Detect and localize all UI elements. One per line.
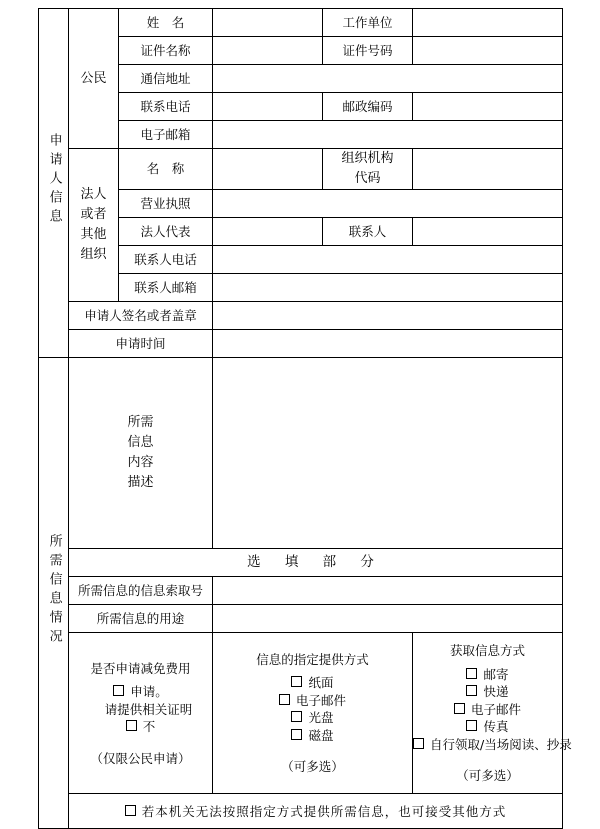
obtain-method-option-express[interactable] [413, 683, 562, 701]
field-value-apply-time[interactable] [213, 330, 563, 358]
provide-method-option-disk-label: 磁盘 [308, 727, 334, 743]
field-label-org-code [323, 149, 413, 190]
field-value-postcode[interactable] [413, 93, 563, 121]
field-label-legal-rep: 法人代表 [119, 218, 213, 246]
field-label-contact-email: 联系人邮箱 [119, 274, 213, 302]
form-sheet [38, 8, 572, 819]
side-label-requested-info [39, 358, 69, 829]
side-label-requested-info-text: 所需信息情况 [46, 534, 62, 649]
field-label-contact: 联系人 [323, 218, 413, 246]
obtain-method-note: （可多选） [456, 768, 519, 784]
field-value-contact-phone[interactable] [213, 246, 563, 274]
checkbox-icon[interactable] [291, 676, 302, 687]
table-row [39, 149, 563, 190]
provide-method-option-email[interactable] [213, 692, 412, 710]
field-label-email: 电子邮箱 [119, 121, 213, 149]
field-label-description-text: 所需 信息 内容 描述 [127, 415, 154, 491]
field-value-legal-rep[interactable] [213, 218, 323, 246]
obtain-method-group [413, 633, 572, 794]
table-row [39, 794, 563, 829]
field-value-phone[interactable] [213, 93, 323, 121]
checkbox-icon[interactable] [466, 685, 477, 696]
field-label-address: 通信地址 [119, 65, 213, 93]
field-value-entity-name[interactable] [213, 149, 323, 190]
group-label-legal-entity [69, 149, 119, 302]
field-value-email[interactable] [213, 121, 563, 149]
fee-reduction-option-apply-note [69, 701, 212, 719]
group-label-legal-entity-text: 法人 或者 其他 组织 [80, 186, 107, 263]
obtain-method-option-pickup[interactable] [413, 736, 572, 754]
field-label-postcode: 邮政编码 [323, 93, 413, 121]
table-row [39, 633, 563, 794]
obtain-method-option-email[interactable] [413, 701, 562, 719]
optional-section-title-text: 选 填 部 分 [247, 554, 384, 571]
obtain-method-option-fax-label: 传真 [483, 719, 509, 735]
fee-reduction-option-no[interactable] [69, 718, 212, 736]
field-label-contact-phone: 联系人电话 [119, 246, 213, 274]
checkbox-icon[interactable] [113, 685, 124, 696]
table-row [39, 549, 563, 577]
table-row [39, 302, 563, 330]
field-value-workplace[interactable] [413, 9, 563, 37]
field-value-id-type[interactable] [213, 37, 323, 65]
field-value-license[interactable] [213, 190, 563, 218]
field-value-name[interactable] [213, 9, 323, 37]
field-value-contact-email[interactable] [213, 274, 563, 302]
table-row [39, 358, 563, 549]
checkbox-icon[interactable] [413, 738, 424, 749]
field-label-entity-name: 名 称 [119, 149, 213, 190]
footer-note-row[interactable] [69, 794, 563, 829]
obtain-method-header: 获取信息方式 [449, 643, 525, 659]
field-value-org-code[interactable] [413, 149, 563, 190]
provide-method-option-disk[interactable] [213, 727, 412, 745]
provide-method-option-paper-label: 纸面 [308, 675, 334, 691]
checkbox-icon[interactable] [291, 729, 302, 740]
side-label-applicant-info-text: 申请人信息 [46, 133, 62, 229]
field-label-apply-time: 申请时间 [69, 330, 213, 358]
field-label-name: 姓 名 [119, 9, 213, 37]
field-value-index-number[interactable] [213, 577, 563, 605]
provide-method-option-cd-label: 光盘 [308, 710, 334, 726]
checkbox-icon[interactable] [454, 703, 465, 714]
obtain-method-option-fax[interactable] [413, 718, 562, 736]
footer-note-label: 若本机关无法按照指定方式提供所需信息，也可接受其他方式 [141, 803, 507, 819]
field-value-address[interactable] [213, 65, 563, 93]
field-label-description [69, 358, 213, 549]
checkbox-icon[interactable] [466, 720, 477, 731]
provide-method-group [213, 633, 413, 794]
field-value-description[interactable] [213, 358, 563, 549]
fee-reduction-header: 是否申请减免费用 [90, 660, 191, 676]
obtain-method-option-post[interactable] [413, 666, 562, 684]
fee-reduction-option-apply[interactable] [69, 683, 212, 701]
provide-method-header: 信息的指定提供方式 [256, 651, 369, 667]
checkbox-icon[interactable] [279, 694, 290, 705]
obtain-method-option-express-label: 快递 [483, 684, 509, 700]
checkbox-icon[interactable] [466, 668, 477, 679]
table-row [39, 605, 563, 633]
group-label-citizen: 公民 [69, 9, 119, 149]
provide-method-option-cd[interactable] [213, 709, 412, 727]
fee-reduction-group [69, 633, 213, 794]
field-label-license: 营业执照 [119, 190, 213, 218]
obtain-method-option-post-label: 邮寄 [483, 666, 509, 682]
field-label-index-number: 所需信息的信息索取号 [69, 577, 213, 605]
obtain-method-option-pickup-label: 自行领取/当场阅读、抄录 [430, 736, 572, 752]
field-label-id-type: 证件名称 [119, 37, 213, 65]
field-value-contact[interactable] [413, 218, 563, 246]
obtain-method-option-email-label: 电子邮件 [470, 701, 521, 717]
fee-reduction-option-no-label: 不 [142, 719, 156, 735]
provide-method-note: （可多选） [281, 759, 344, 775]
field-label-org-code-text: 组织机构 代码 [341, 151, 394, 187]
checkbox-icon[interactable] [291, 711, 302, 722]
optional-section-title [69, 549, 563, 577]
fee-reduction-option-apply-note-label: 请提供相关证明 [104, 701, 193, 717]
field-label-workplace: 工作单位 [323, 9, 413, 37]
fee-reduction-option-apply-label: 申请。 [130, 684, 168, 700]
field-label-purpose: 所需信息的用途 [69, 605, 213, 633]
table-row [39, 577, 563, 605]
table-row [39, 330, 563, 358]
field-label-signature: 申请人签名或者盖章 [69, 302, 213, 330]
field-label-id-number: 证件号码 [323, 37, 413, 65]
field-label-phone: 联系电话 [119, 93, 213, 121]
provide-method-option-paper[interactable] [213, 674, 412, 692]
table-row [39, 9, 563, 37]
checkbox-icon[interactable] [125, 805, 136, 816]
side-label-applicant-info [39, 9, 69, 358]
field-value-signature[interactable] [213, 302, 563, 330]
public-information-request-form [38, 8, 572, 829]
field-value-purpose[interactable] [213, 605, 563, 633]
checkbox-icon[interactable] [126, 720, 137, 731]
provide-method-option-email-label: 电子邮件 [295, 692, 346, 708]
fee-reduction-note: （仅限公民申请） [90, 750, 191, 766]
field-value-id-number[interactable] [413, 37, 563, 65]
